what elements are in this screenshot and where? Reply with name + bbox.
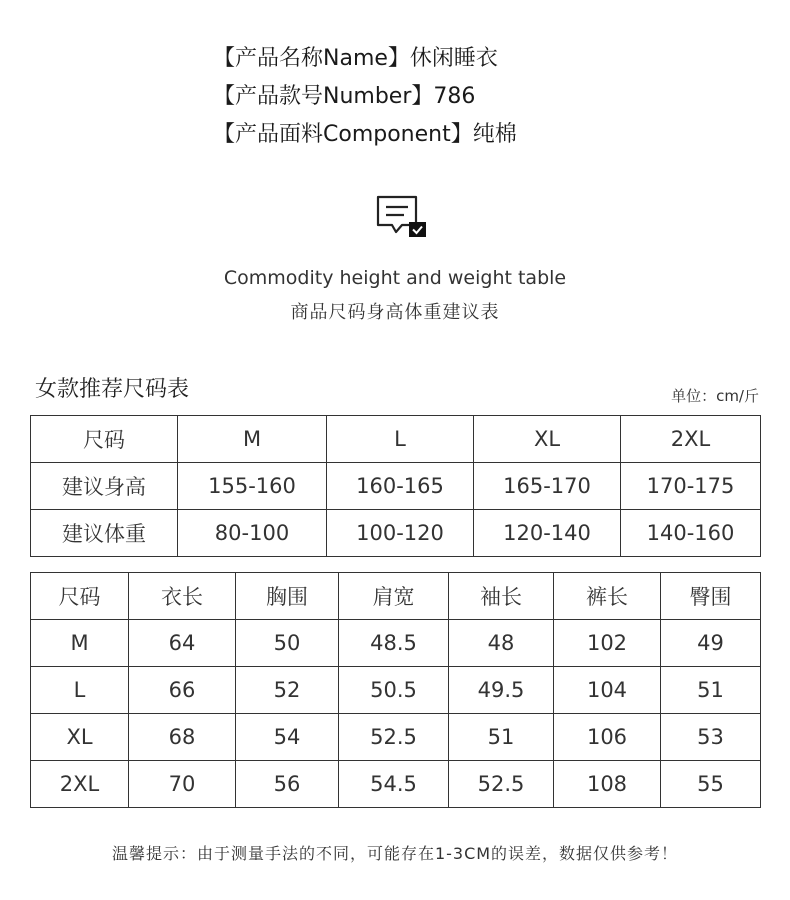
table-header-cell: 臀围 (661, 573, 761, 620)
table-row (31, 620, 761, 667)
table-cell: 52 (236, 667, 339, 714)
subtitle-english: Commodity height and weight table (223, 267, 567, 289)
table-cell: 48 (449, 620, 554, 667)
table-cell: 52.5 (339, 714, 449, 761)
table-row (31, 463, 761, 510)
size-table-title: 女款推荐尺码表 (35, 377, 190, 402)
table-header-cell: 衣长 (129, 573, 236, 620)
table-header-row (31, 573, 761, 620)
table-cell: 108 (554, 761, 661, 808)
table-cell: 50 (236, 620, 339, 667)
table-cell: L (31, 667, 129, 714)
table-cell: 102 (554, 620, 661, 667)
table-header-cell: M (178, 416, 327, 463)
table-header-cell: XL (474, 416, 621, 463)
table-cell: 170-175 (621, 463, 761, 510)
table-row (31, 667, 761, 714)
product-info (213, 40, 517, 154)
table-cell: 2XL (31, 761, 129, 808)
table-cell: 160-165 (327, 463, 474, 510)
table-cell: 54 (236, 714, 339, 761)
table-header-cell: 尺码 (31, 573, 129, 620)
unit-label: 单位：cm/斤 (671, 387, 759, 405)
table-cell: 52.5 (449, 761, 554, 808)
product-name-line: 【产品名称Name】休闲睡衣 (213, 46, 498, 71)
table-cell: 70 (129, 761, 236, 808)
table-cell: 建议身高 (31, 463, 178, 510)
table-row (31, 510, 761, 557)
table-header-cell: 裤长 (554, 573, 661, 620)
table-cell: 51 (449, 714, 554, 761)
measurement-note: 温馨提示：由于测量手法的不同，可能存在1-3CM的误差，数据仅供参考！ (111, 844, 679, 863)
table-cell: 49 (661, 620, 761, 667)
table-cell: 140-160 (621, 510, 761, 557)
table-cell: 53 (661, 714, 761, 761)
table-cell: 建议体重 (31, 510, 178, 557)
table-cell: 120-140 (474, 510, 621, 557)
product-number-line: 【产品款号Number】786 (213, 84, 476, 109)
table-row (31, 714, 761, 761)
table-cell: 55 (661, 761, 761, 808)
table-header-cell: 尺码 (31, 416, 178, 463)
message-check-icon (376, 195, 430, 241)
product-component-line: 【产品面料Component】纯棉 (213, 122, 517, 147)
table-cell: 54.5 (339, 761, 449, 808)
table-row (31, 761, 761, 808)
table-cell: 64 (129, 620, 236, 667)
size-recommendation-table (30, 415, 761, 557)
table-cell: 51 (661, 667, 761, 714)
table-cell: 49.5 (449, 667, 554, 714)
table-cell: 66 (129, 667, 236, 714)
table-cell: XL (31, 714, 129, 761)
table-header-cell: 胸围 (236, 573, 339, 620)
table-cell: 48.5 (339, 620, 449, 667)
table-cell: 155-160 (178, 463, 327, 510)
table-cell: 165-170 (474, 463, 621, 510)
table-cell: 104 (554, 667, 661, 714)
table-cell: M (31, 620, 129, 667)
table-cell: 68 (129, 714, 236, 761)
garment-measurement-table (30, 572, 761, 808)
table-cell: 80-100 (178, 510, 327, 557)
table-header-cell: 肩宽 (339, 573, 449, 620)
subtitle-chinese: 商品尺码身高体重建议表 (290, 302, 500, 323)
table-cell: 56 (236, 761, 339, 808)
table-header-cell: 2XL (621, 416, 761, 463)
table-cell: 50.5 (339, 667, 449, 714)
table-header-cell: 袖长 (449, 573, 554, 620)
table-header-row (31, 416, 761, 463)
table-cell: 100-120 (327, 510, 474, 557)
table-cell: 106 (554, 714, 661, 761)
table-header-cell: L (327, 416, 474, 463)
